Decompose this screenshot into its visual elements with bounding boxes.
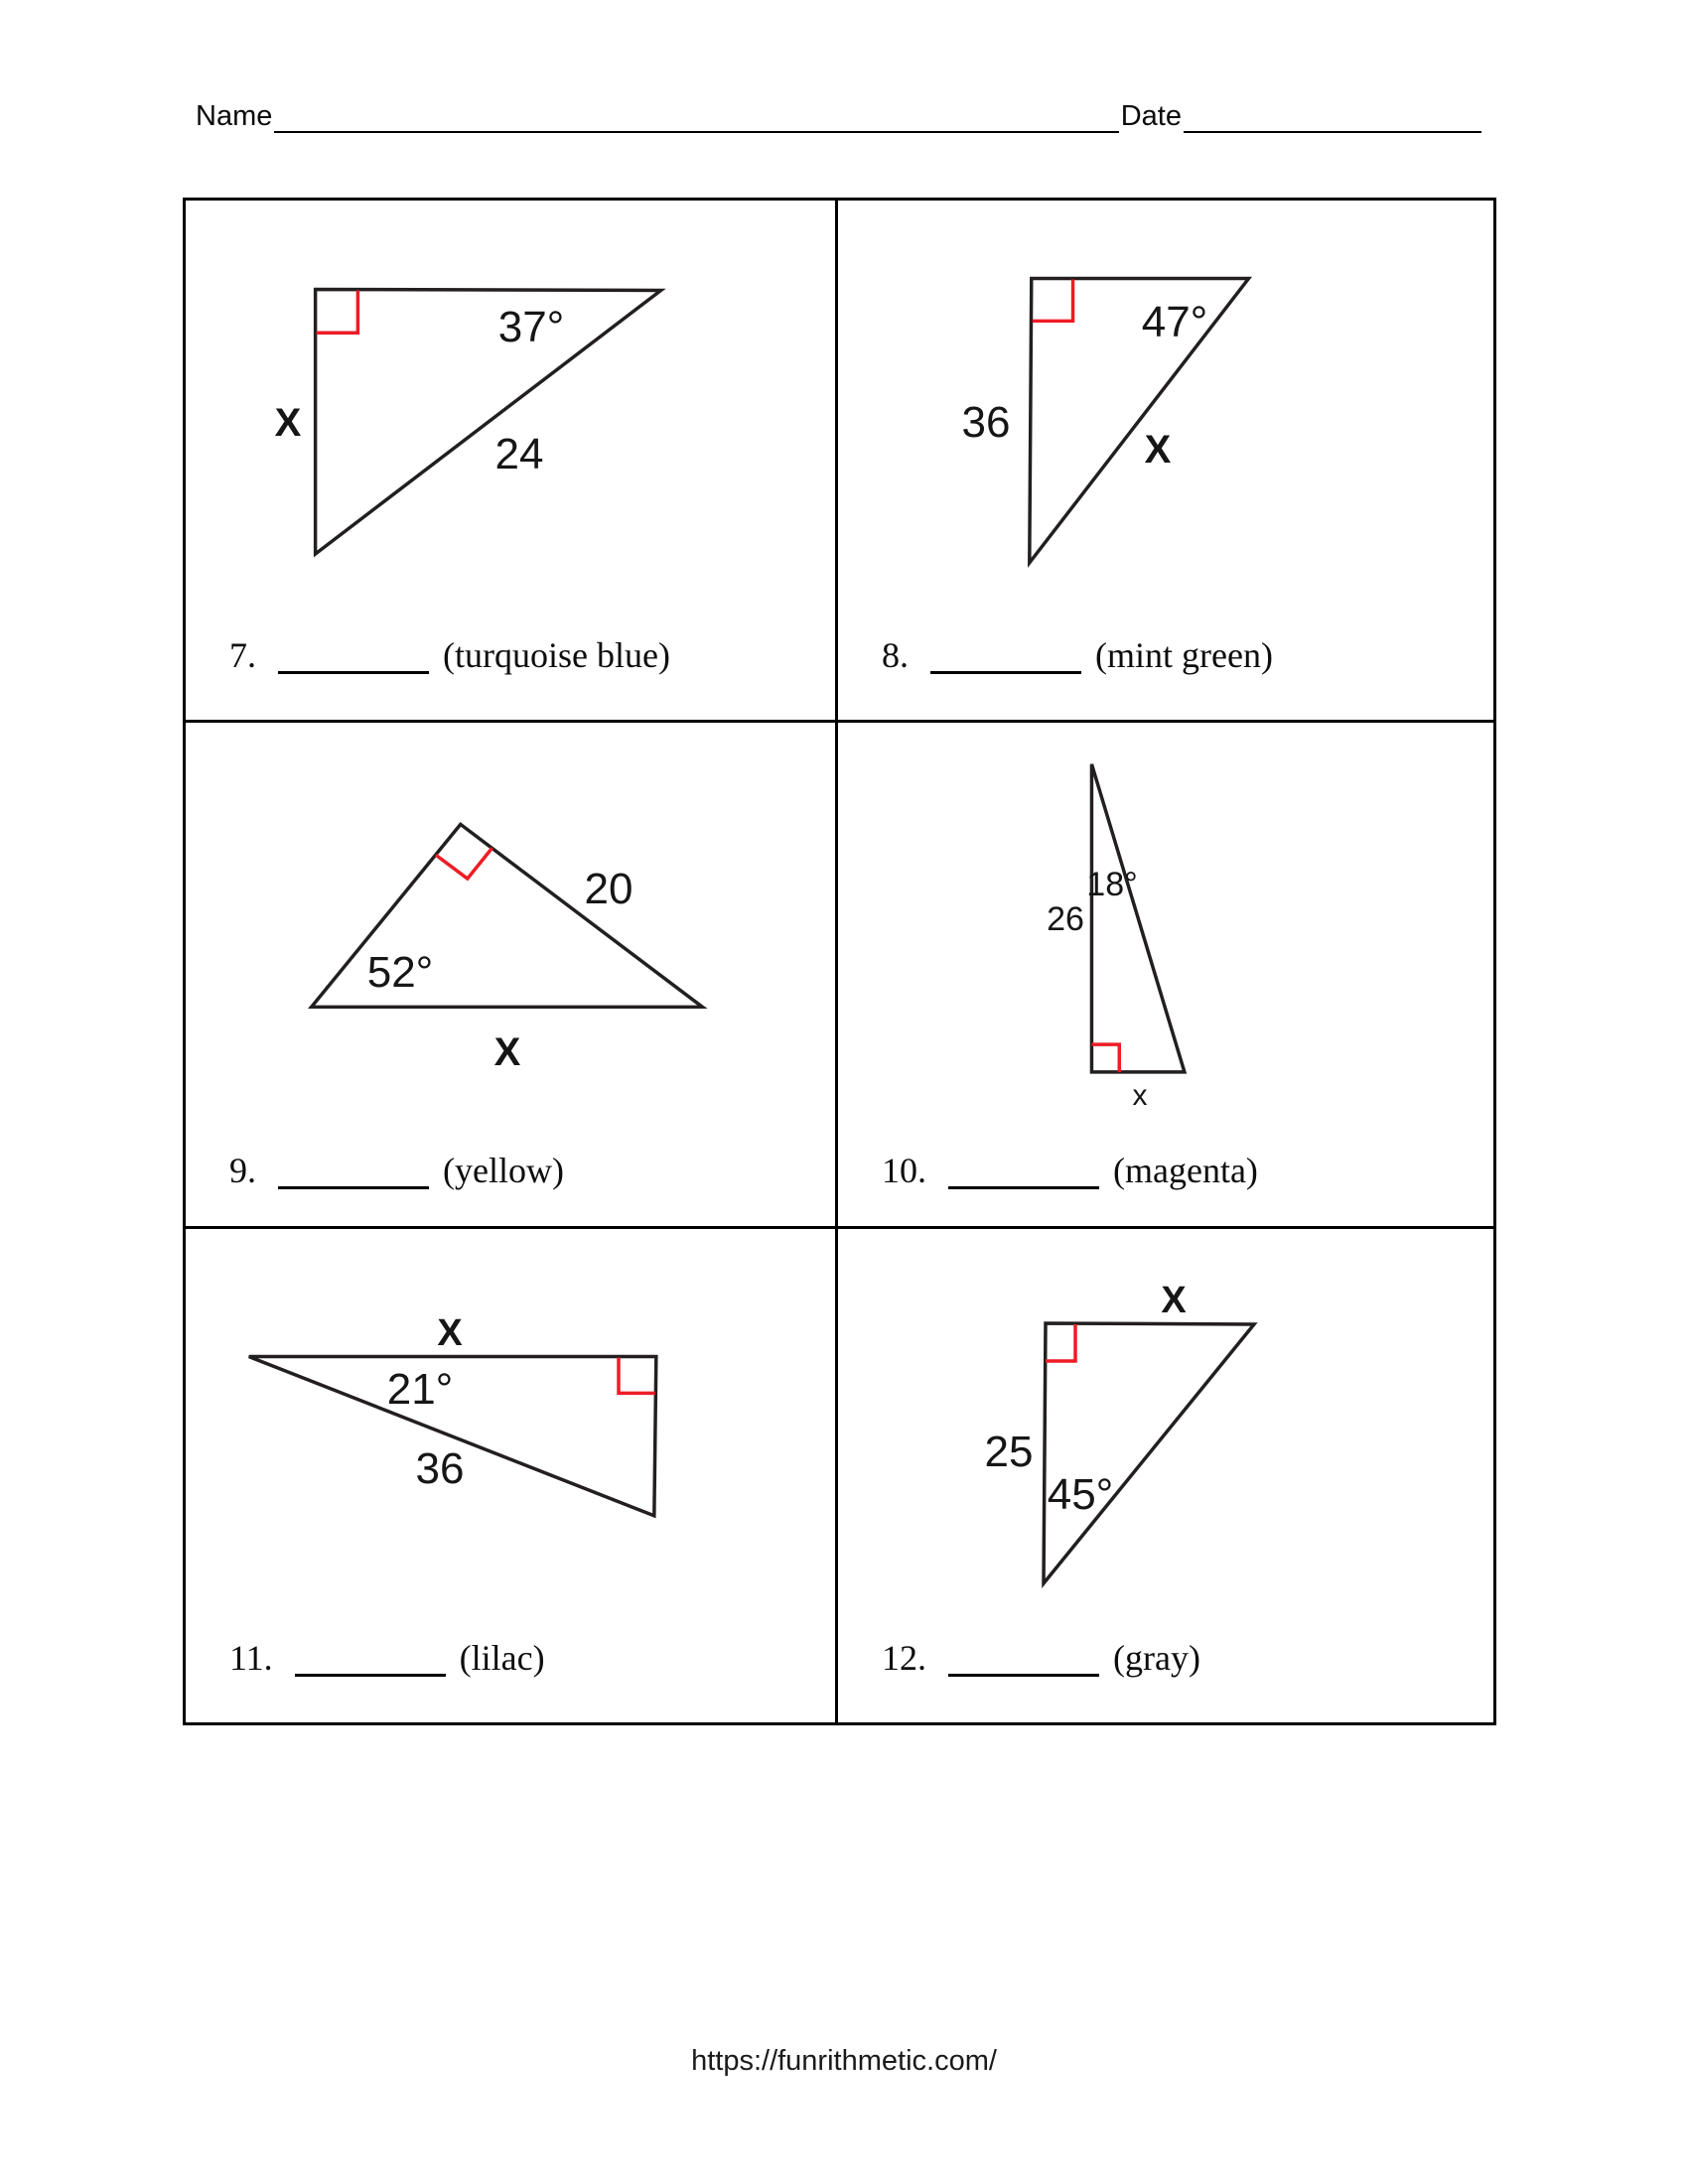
problems-table (183, 198, 1496, 1725)
answer-number-8: 8. (882, 635, 909, 675)
answer-color-8: (mint green) (1095, 635, 1273, 675)
answer-number-7: 7. (229, 635, 256, 675)
angle-label-7: 37° (497, 303, 565, 351)
problem-cell-7 (186, 201, 838, 723)
right-angle-icon (317, 290, 358, 333)
answer-color-11: (lilac) (459, 1638, 545, 1678)
side-label-8: 36 (961, 398, 1011, 447)
name-label: Name (196, 100, 273, 133)
right-angle-icon (1046, 1324, 1075, 1361)
unknown-label-10: x (1132, 1079, 1148, 1112)
right-angle-icon (436, 848, 492, 879)
footer-url: https://funrithmetic.com/ (691, 2045, 997, 2077)
side-label-12: 25 (984, 1428, 1034, 1476)
footer (0, 2045, 1688, 2078)
answer-number-11: 11. (229, 1638, 273, 1678)
answer-color-9: (yellow) (443, 1151, 564, 1190)
angle-label-10: 18° (1086, 866, 1138, 903)
answer-row-9 (229, 1151, 564, 1191)
right-angle-icon (1091, 1044, 1119, 1072)
answer-row-7 (229, 635, 670, 676)
answer-number-12: 12. (882, 1638, 926, 1678)
side-label-11: 36 (415, 1444, 465, 1493)
answer-color-12: (gray) (1113, 1638, 1200, 1678)
problem-cell-11 (186, 1229, 838, 1722)
side-label-7: 24 (494, 430, 544, 478)
angle-label-8: 47° (1141, 298, 1208, 346)
answer-row-8 (882, 635, 1273, 676)
unknown-label-8: X (1144, 428, 1172, 472)
unknown-label-9: X (493, 1030, 521, 1074)
unknown-label-7: X (274, 401, 302, 445)
answer-blank-10[interactable] (948, 1157, 1099, 1189)
problem-cell-10 (838, 723, 1493, 1229)
problem-cell-8 (838, 201, 1493, 723)
name-line[interactable] (274, 99, 1118, 133)
right-angle-icon (619, 1358, 655, 1394)
date-label: Date (1120, 100, 1182, 133)
angle-label-12: 45° (1047, 1470, 1114, 1519)
answer-blank-7[interactable] (278, 641, 429, 674)
answer-color-7: (turquoise blue) (443, 635, 670, 675)
side-label-10: 26 (1047, 900, 1084, 938)
side-label-9: 20 (584, 865, 633, 913)
answer-blank-8[interactable] (930, 641, 1081, 674)
answer-blank-12[interactable] (948, 1644, 1099, 1677)
unknown-label-12: X (1161, 1280, 1187, 1321)
answer-blank-9[interactable] (278, 1157, 429, 1189)
answer-color-10: (magenta) (1113, 1151, 1258, 1190)
answer-blank-11[interactable] (295, 1644, 446, 1677)
answer-number-10: 10. (882, 1151, 926, 1190)
right-angle-icon (1033, 280, 1073, 322)
date-line[interactable] (1184, 99, 1481, 133)
answer-row-12 (882, 1638, 1200, 1679)
angle-label-9: 52° (366, 948, 434, 997)
unknown-label-11: X (437, 1312, 463, 1354)
problem-cell-9 (186, 723, 838, 1229)
problem-cell-12 (838, 1229, 1493, 1722)
header (196, 99, 1481, 133)
answer-row-10 (882, 1151, 1258, 1191)
angle-label-11: 21° (386, 1365, 454, 1414)
answer-row-11 (229, 1638, 545, 1679)
answer-number-9: 9. (229, 1151, 256, 1190)
